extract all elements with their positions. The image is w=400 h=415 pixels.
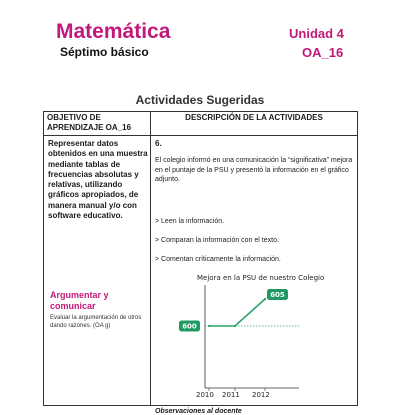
x-tick-label: 2010	[196, 391, 214, 399]
objective-text: Representar datos obtenidos en una muestra mediante tablas de frecuencias absolutas y relativas, utilizando gráficos apropiados, de manera manual y/o con software educativo.	[48, 139, 148, 221]
skill-description: Evaluar la argumentación de otros dando razones. (OA g)	[50, 315, 142, 329]
data-point	[234, 325, 236, 327]
observations-label: Observaciones al docente	[155, 408, 242, 415]
table-row	[44, 136, 358, 406]
bullet-item: > Leen la información.	[155, 218, 225, 225]
objective-cell	[44, 136, 151, 406]
chart-title: Mejora en la PSU de nuestro Colegio	[197, 274, 325, 282]
data-label-600: 600	[182, 322, 197, 331]
header-unit: Unidad 4	[289, 26, 344, 41]
bullet-item: > Comparan la información con el texto.	[155, 237, 279, 244]
x-tick-label: 2011	[222, 391, 240, 399]
header-code: OA_16	[302, 45, 344, 60]
table-header-row	[44, 112, 358, 136]
activities-table	[43, 111, 358, 415]
header-subtitle: Séptimo básico	[60, 45, 149, 59]
objective-header: OBJETIVO DE APRENDIZAJE OA_16	[44, 112, 151, 136]
series-line	[209, 299, 265, 326]
data-label-605: 605	[270, 291, 285, 299]
x-tick-label: 2012	[252, 391, 270, 399]
data-point	[208, 325, 210, 327]
activity-text: El colegio informó en una comunicación la “significativa” mejora en el puntaje de la PSU y presentó la información en el gráfico adjunto.	[155, 157, 353, 183]
data-point	[264, 298, 266, 300]
description-cell	[151, 136, 358, 415]
bullet-item: > Comentan críticamente la información.	[155, 256, 281, 263]
description-header: DESCRIPCIÓN DE LA ACTIVIDADES	[151, 112, 358, 136]
skill-title: Argumentar y comunicar	[50, 290, 109, 311]
activity-number: 6.	[155, 139, 162, 148]
psu-line-chart	[179, 271, 354, 399]
section-title: Actividades Sugeridas	[135, 93, 265, 107]
header-title: Matemática	[56, 20, 171, 43]
